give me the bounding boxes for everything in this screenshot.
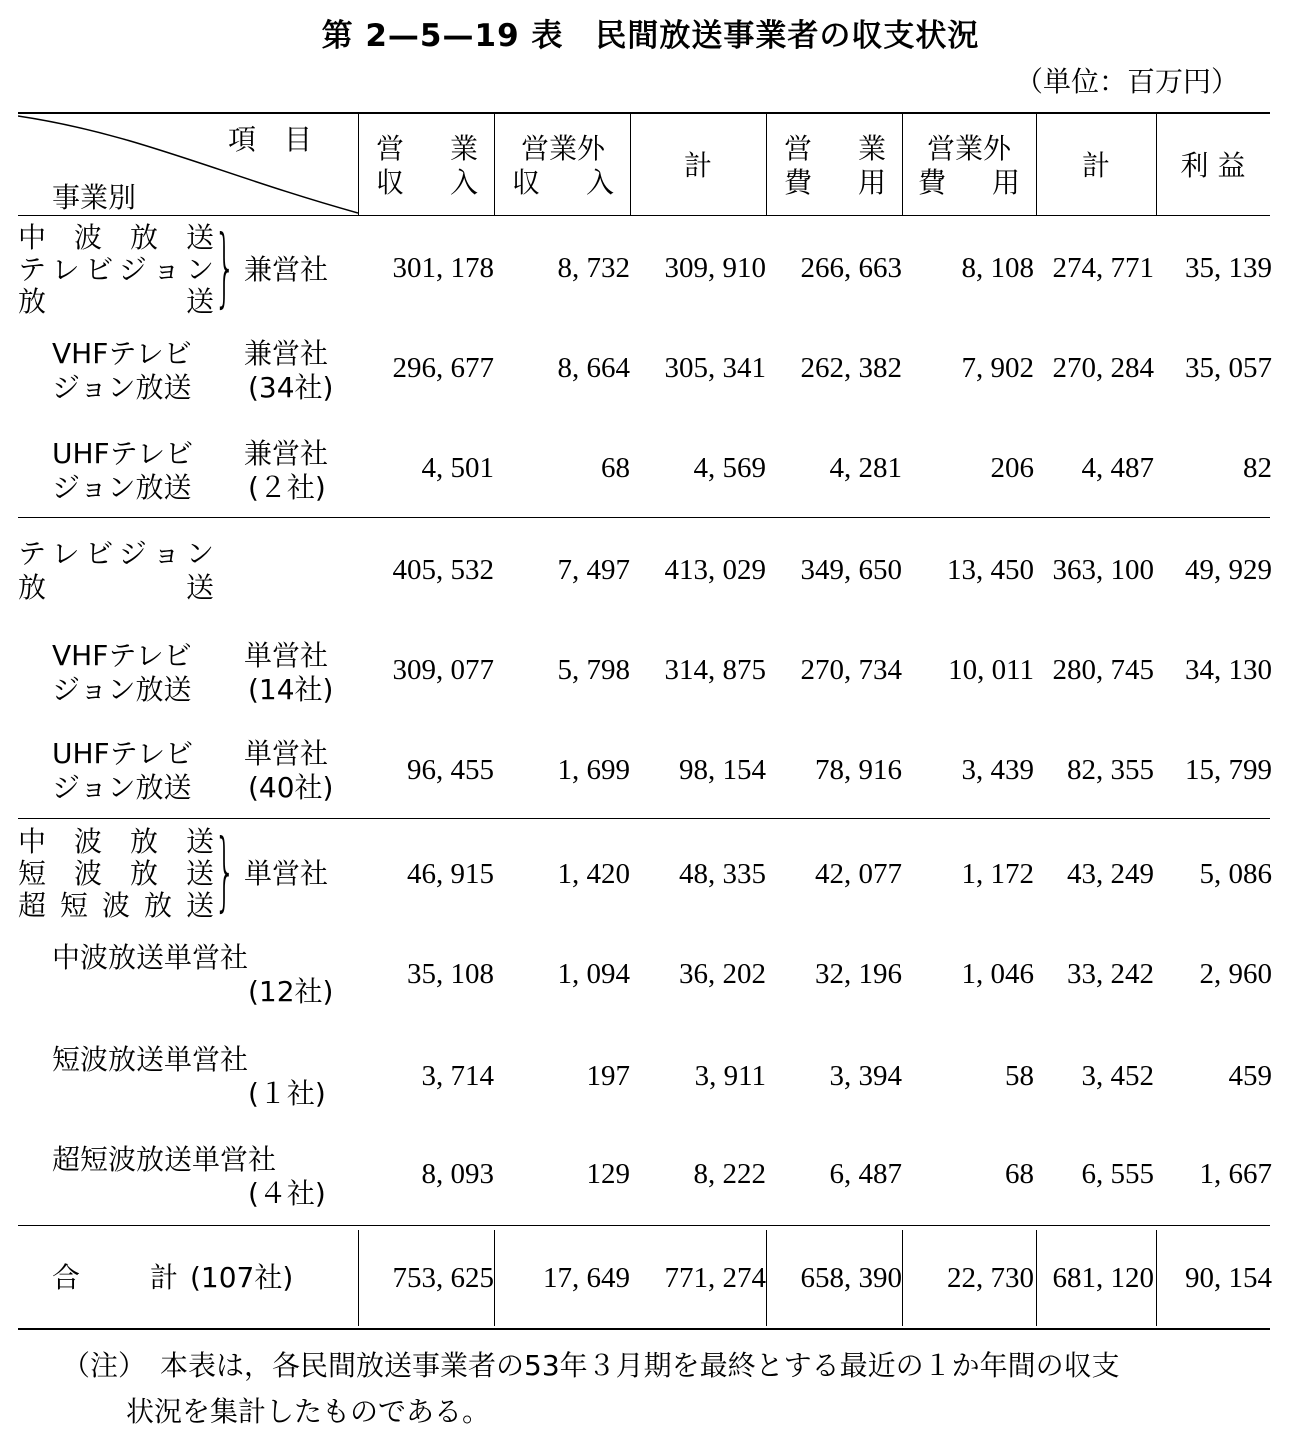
vrule-3	[766, 114, 767, 215]
cell-operating-revenue: 4, 501	[421, 452, 494, 484]
cell-revenue-total: 36, 202	[679, 958, 766, 990]
header-business-label: 事業別	[52, 181, 137, 214]
cell-expense-total: 681, 120	[1052, 1262, 1154, 1294]
cell-profit: 35, 139	[1185, 252, 1272, 284]
cell-expense-total: 43, 249	[1067, 858, 1154, 890]
cell-expense-total: 82, 355	[1067, 754, 1154, 786]
cell-revenue-total: 3, 911	[694, 1060, 766, 1092]
cell-nonoperating-expense: 1, 172	[961, 858, 1034, 890]
sub-label-count: (12社)	[248, 975, 334, 1008]
sub-label-line-2: ジョン放送	[52, 771, 192, 804]
cell-nonoperating-expense: 68	[1005, 1158, 1034, 1190]
cell-nonoperating-expense: 206	[990, 452, 1034, 484]
group-1-brace: }	[214, 217, 236, 317]
sub-label-suffix: 兼営社	[244, 437, 329, 470]
note-line-1: 本表は，各民間放送事業者の53年３月期を最終とする最近の１か年間の収支	[160, 1349, 1120, 1382]
group-3-label-line-1: 中 波 放 送	[18, 825, 214, 858]
note-line-2: 状況を集計したものである。	[126, 1395, 491, 1428]
cell-profit: 1, 667	[1199, 1158, 1272, 1190]
group-2-label-line-1: テ レ ビ ジ ョ ン	[18, 537, 214, 570]
cell-operating-expense: 270, 734	[800, 654, 902, 686]
cell-expense-total: 274, 771	[1052, 252, 1154, 284]
group-rule-2	[18, 818, 1270, 819]
header-item-label: 項 目	[228, 123, 313, 156]
cell-nonoperating-revenue: 1, 699	[557, 754, 630, 786]
cell-operating-revenue: 35, 108	[407, 958, 494, 990]
cell-revenue-total: 771, 274	[664, 1262, 766, 1294]
header-col-operating-revenue: 営 業 収 入	[376, 132, 478, 199]
cell-profit: 90, 154	[1185, 1262, 1272, 1294]
cell-operating-expense: 6, 487	[829, 1158, 902, 1190]
sub-label-count: (１社)	[248, 1077, 326, 1110]
header-col-revenue-total: 計	[683, 149, 712, 182]
cell-revenue-total: 309, 910	[664, 252, 766, 284]
cell-profit: 35, 057	[1185, 352, 1272, 384]
cell-revenue-total: 413, 029	[664, 554, 766, 586]
cell-nonoperating-expense: 3, 439	[961, 754, 1034, 786]
sub-label-count: (２社)	[248, 471, 326, 504]
sub-label-line-2: ジョン放送	[52, 673, 192, 706]
vrule-total-1	[494, 1230, 495, 1326]
header-col-profit: 利 益	[1180, 149, 1246, 182]
cell-nonoperating-expense: 58	[1005, 1060, 1034, 1092]
cell-operating-revenue: 96, 455	[407, 754, 494, 786]
cell-operating-expense: 266, 663	[800, 252, 902, 284]
group-rule-1	[18, 517, 1270, 518]
cell-expense-total: 270, 284	[1052, 352, 1154, 384]
cell-operating-revenue: 301, 178	[392, 252, 494, 284]
header-col-expense-total: 計	[1081, 149, 1110, 182]
sub-label-line-1: UHFテレビ	[52, 737, 194, 770]
sub-label-line-2: ジョン放送	[52, 371, 192, 404]
cell-nonoperating-revenue: 5, 798	[557, 654, 630, 686]
cell-operating-expense: 349, 650	[800, 554, 902, 586]
cell-nonoperating-expense: 13, 450	[947, 554, 1034, 586]
total-label: 合	[52, 1261, 81, 1294]
cell-nonoperating-revenue: 7, 497	[557, 554, 630, 586]
table-title: 第 2—5—19 表 民間放送事業者の収支状況	[321, 18, 980, 54]
vrule-4	[902, 114, 903, 215]
group-1-suffix: 兼営社	[244, 253, 329, 286]
cell-expense-total: 363, 100	[1052, 554, 1154, 586]
cell-operating-revenue: 296, 677	[392, 352, 494, 384]
sub-label-count: (40社)	[248, 771, 334, 804]
vrule-1	[494, 114, 495, 215]
sub-label-line-1: 中波放送単営社	[52, 941, 249, 974]
cell-expense-total: 6, 555	[1081, 1158, 1154, 1190]
sub-label-count: (14社)	[248, 673, 334, 706]
unit-label: （単位：百万円）	[1014, 65, 1239, 98]
total-rule	[18, 1225, 1270, 1226]
sub-label-line-1: 短波放送単営社	[52, 1043, 249, 1076]
cell-profit: 49, 929	[1185, 554, 1272, 586]
group-3-brace: }	[214, 821, 236, 921]
cell-expense-total: 280, 745	[1052, 654, 1154, 686]
cell-nonoperating-revenue: 1, 094	[557, 958, 630, 990]
group-3-label-line-3: 超 短 波 放 送	[18, 889, 214, 922]
sub-label-suffix: 単営社	[244, 639, 329, 672]
cell-nonoperating-expense: 8, 108	[961, 252, 1034, 284]
cell-nonoperating-expense: 1, 046	[961, 958, 1034, 990]
group-1-label-line-1: 中 波 放 送	[18, 221, 214, 254]
cell-revenue-total: 4, 569	[693, 452, 766, 484]
cell-operating-expense: 32, 196	[815, 958, 902, 990]
sub-label-count: (４社)	[248, 1177, 326, 1210]
sub-label-line-1: VHFテレビ	[52, 639, 192, 672]
group-3-suffix: 単営社	[244, 857, 329, 890]
vrule-total-0	[358, 1230, 359, 1326]
cell-nonoperating-revenue: 68	[601, 452, 630, 484]
cell-nonoperating-revenue: 129	[586, 1158, 630, 1190]
header-col-nonoperating-expense: 営業外 費 用	[918, 132, 1020, 199]
cell-nonoperating-expense: 22, 730	[947, 1262, 1034, 1294]
cell-nonoperating-expense: 10, 011	[948, 654, 1034, 686]
vrule-total-5	[1036, 1230, 1037, 1326]
group-1-label-line-3: 放 送	[18, 285, 214, 318]
cell-nonoperating-revenue: 1, 420	[557, 858, 630, 890]
vrule-total-4	[902, 1230, 903, 1326]
total-count: (107社)	[190, 1261, 294, 1294]
cell-profit: 34, 130	[1185, 654, 1272, 686]
cell-profit: 2, 960	[1199, 958, 1272, 990]
cell-operating-revenue: 753, 625	[392, 1262, 494, 1294]
cell-expense-total: 4, 487	[1081, 452, 1154, 484]
total-label-b: 計	[150, 1261, 179, 1294]
sub-label-line-1: 超短波放送単営社	[52, 1143, 277, 1176]
cell-revenue-total: 98, 154	[679, 754, 766, 786]
cell-operating-expense: 658, 390	[800, 1262, 902, 1294]
cell-operating-expense: 262, 382	[800, 352, 902, 384]
cell-profit: 82	[1243, 452, 1272, 484]
bottom-rule	[18, 1328, 1270, 1330]
header-rule	[18, 215, 1270, 216]
cell-operating-revenue: 8, 093	[421, 1158, 494, 1190]
vrule-total-6	[1156, 1230, 1157, 1326]
header-col-operating-expense: 営 業 費 用	[784, 132, 886, 199]
sub-label-suffix: 兼営社	[244, 337, 329, 370]
sub-label-suffix: 単営社	[244, 737, 329, 770]
cell-nonoperating-revenue: 17, 649	[543, 1262, 630, 1294]
vrule-total-3	[766, 1230, 767, 1326]
cell-operating-revenue: 405, 532	[392, 554, 494, 586]
group-3-label-line-2: 短 波 放 送	[18, 857, 214, 890]
group-2-label-line-2: 放 送	[18, 571, 214, 604]
cell-nonoperating-revenue: 197	[586, 1060, 630, 1092]
cell-operating-revenue: 3, 714	[421, 1060, 494, 1092]
cell-operating-expense: 42, 077	[815, 858, 902, 890]
cell-expense-total: 33, 242	[1067, 958, 1154, 990]
cell-operating-expense: 3, 394	[829, 1060, 902, 1092]
cell-profit: 459	[1228, 1060, 1272, 1092]
sub-label-line-1: UHFテレビ	[52, 437, 194, 470]
cell-operating-expense: 4, 281	[829, 452, 902, 484]
note-prefix: （注）	[62, 1349, 147, 1382]
cell-profit: 5, 086	[1199, 858, 1272, 890]
cell-nonoperating-expense: 7, 902	[961, 352, 1034, 384]
cell-profit: 15, 799	[1185, 754, 1272, 786]
cell-expense-total: 3, 452	[1081, 1060, 1154, 1092]
sub-label-line-2: ジョン放送	[52, 471, 192, 504]
sub-label-count: (34社)	[248, 371, 334, 404]
header-col-nonoperating-revenue: 営業外 収 入	[512, 132, 614, 199]
vrule-0	[358, 114, 359, 215]
group-1-label-line-2: テ レ ビ ジ ョ ン	[18, 253, 214, 286]
cell-nonoperating-revenue: 8, 664	[557, 352, 630, 384]
sub-label-line-1: VHFテレビ	[52, 337, 192, 370]
cell-operating-revenue: 46, 915	[407, 858, 494, 890]
cell-revenue-total: 314, 875	[664, 654, 766, 686]
cell-operating-expense: 78, 916	[815, 754, 902, 786]
cell-revenue-total: 8, 222	[693, 1158, 766, 1190]
cell-nonoperating-revenue: 8, 732	[557, 252, 630, 284]
cell-revenue-total: 48, 335	[679, 858, 766, 890]
cell-operating-revenue: 309, 077	[392, 654, 494, 686]
cell-revenue-total: 305, 341	[664, 352, 766, 384]
